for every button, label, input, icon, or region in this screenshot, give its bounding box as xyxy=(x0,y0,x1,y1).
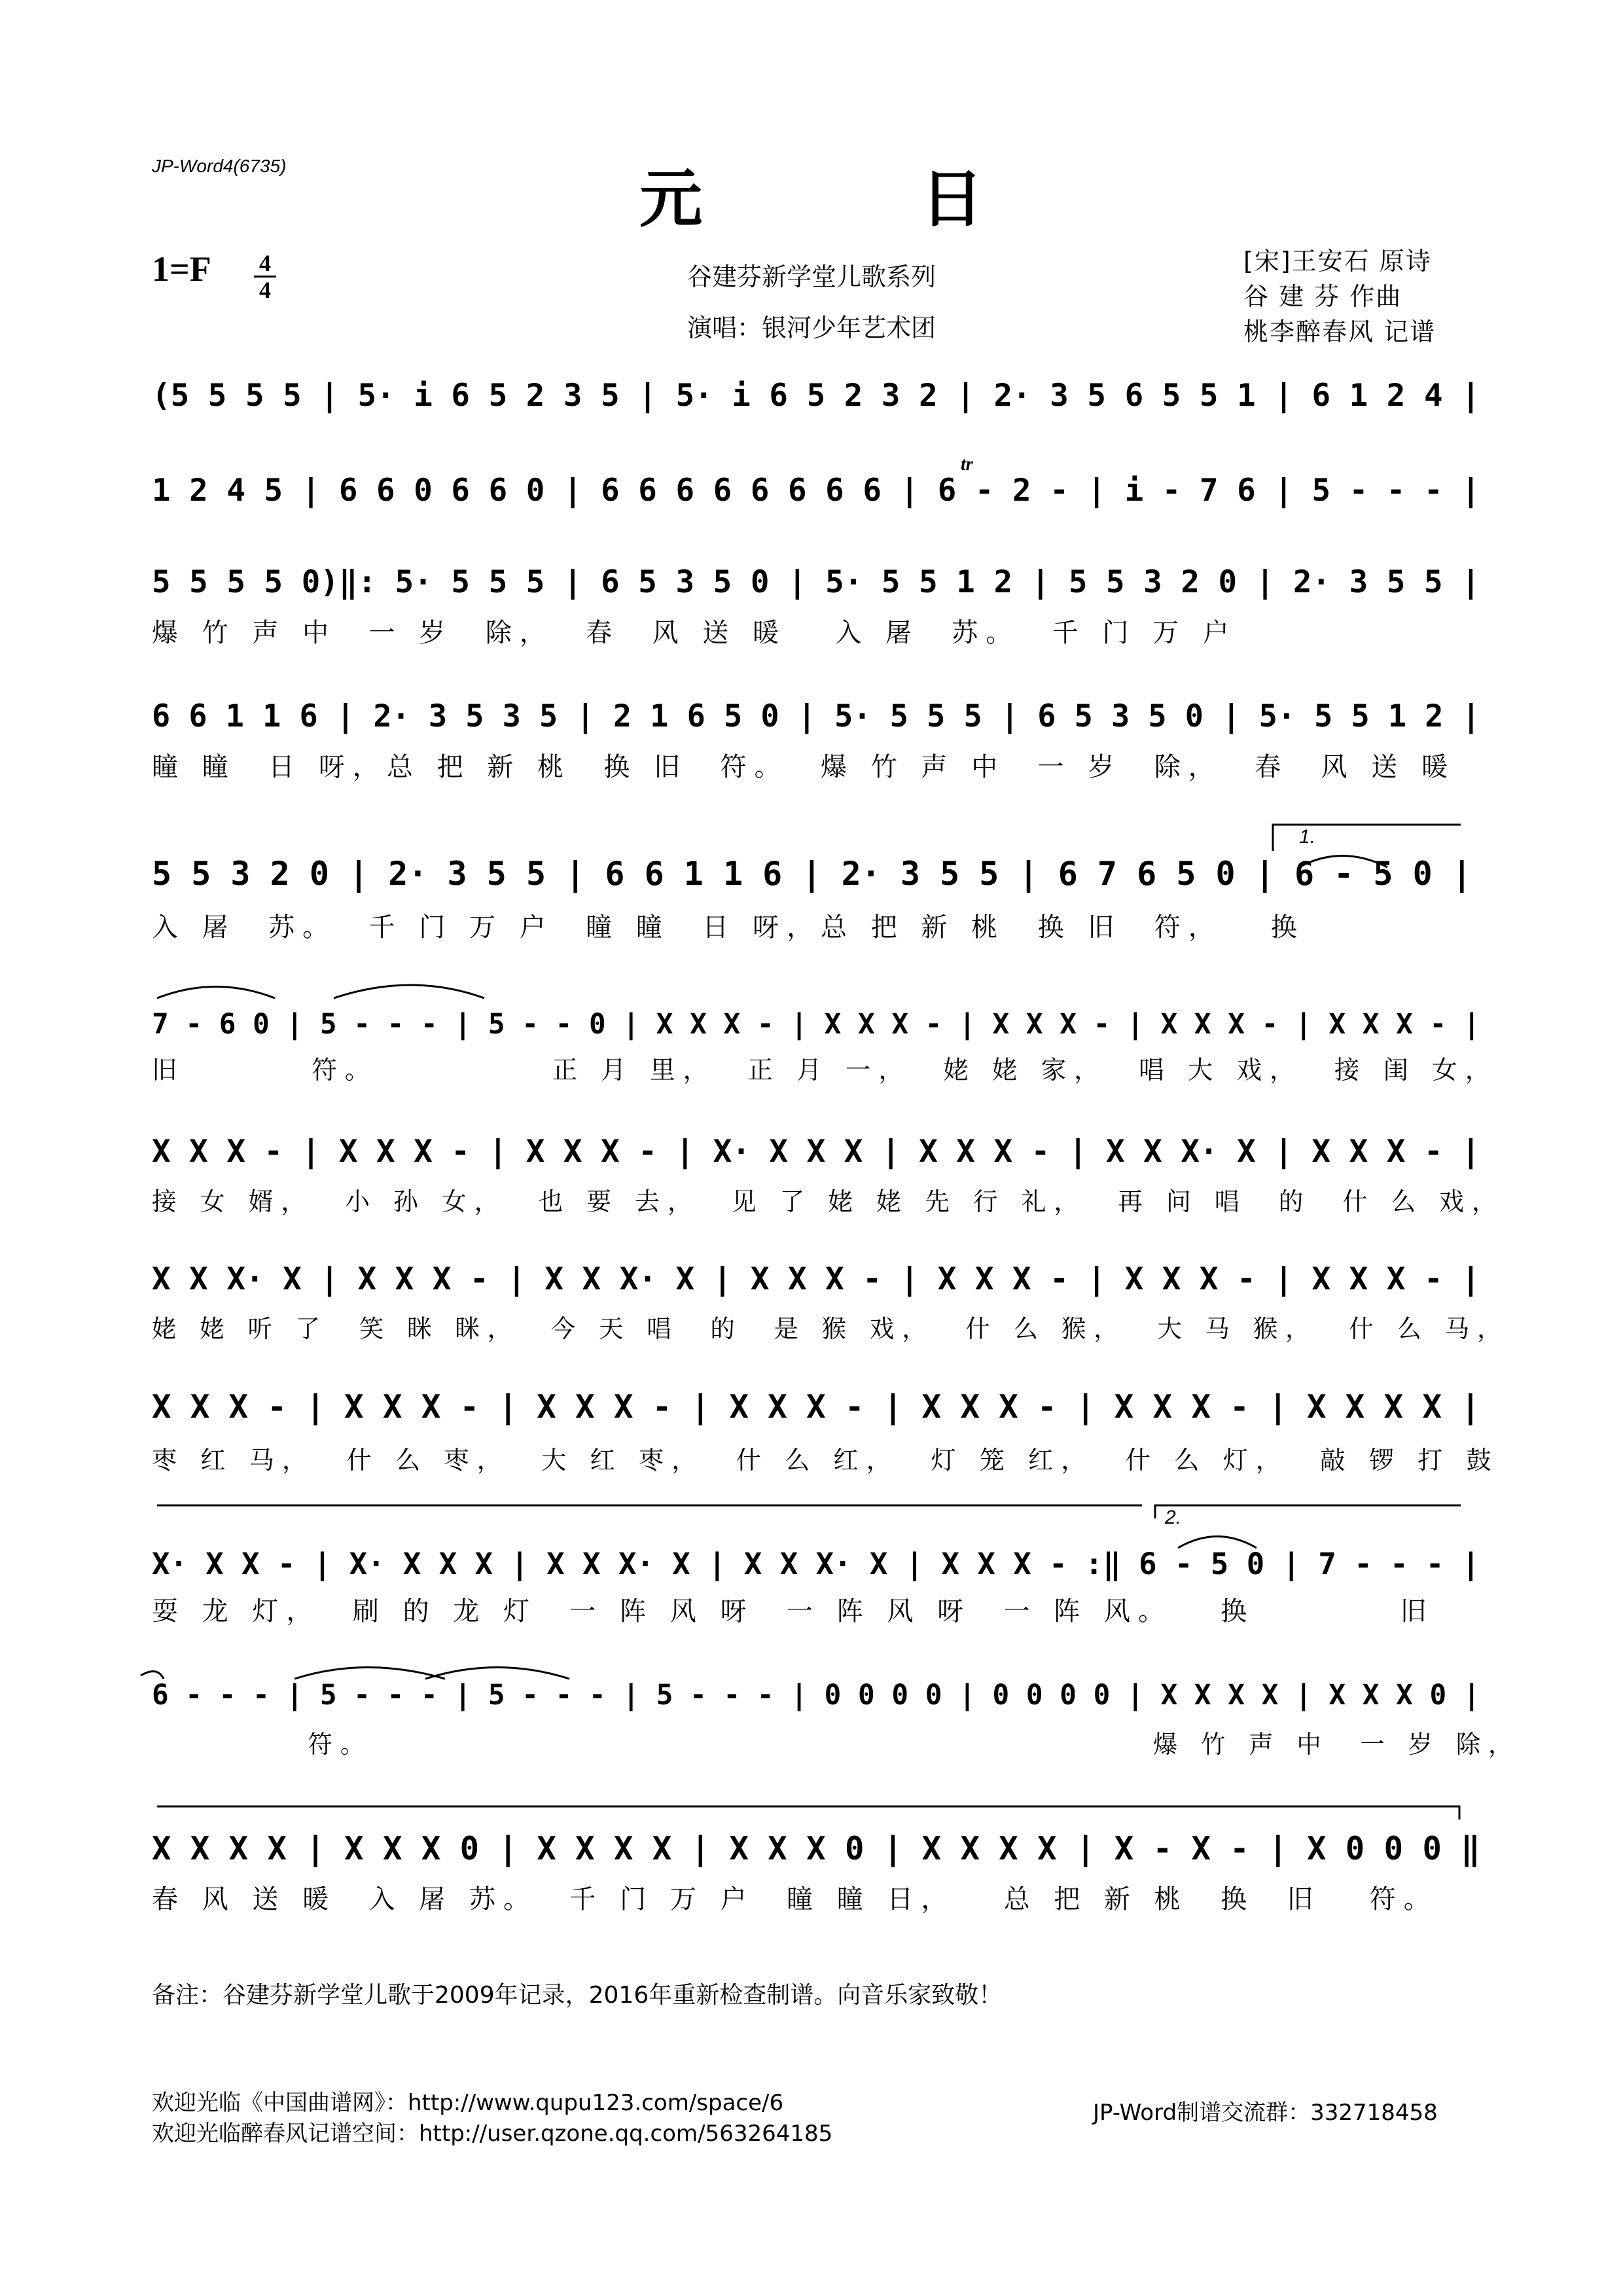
lyrics-line: 瞳 瞳 日 呀，总 把 新 桃 换 旧 符。 爆 竹 声 中 一 岁 除， 春 风 送 暖 xyxy=(152,752,1456,782)
series-label: 谷建芬新学堂儿歌系列 xyxy=(687,262,936,291)
footer-link-2[interactable]: 欢迎光临醉春风记谱空间：http://user.qzone.qq.com/563264185 xyxy=(152,2121,833,2147)
volta-first-label: 1. xyxy=(1299,826,1316,848)
notes: 7 - 6 0 | 5 - - - | 5 - - 0 | X X X - | X X X - | X X X - | X X X - | X X X - | xyxy=(152,1008,1480,1041)
lyrics-line: 入 屠 苏。 千 门 万 户 瞳 瞳 日 呀，总 把 新 桃 换 旧 符， 换 xyxy=(152,912,1305,942)
slur xyxy=(141,1672,164,1679)
footer-group: JP-Word制谱交流群：332718458 xyxy=(1093,2100,1438,2126)
volta-second-label: 2. xyxy=(1165,1507,1182,1528)
transcriber-credit: 桃李醉春风 记谱 xyxy=(1243,317,1436,346)
notes: X X X - | X X X - | X X X - | X· X X X | X X X - | X X X· X | X X X - | xyxy=(152,1134,1480,1170)
notes: 6 6 1 1 6 | 2· 3 5 3 5 | 2 1 6 5 0 | 5· 5 5 5 | 6 5 3 5 0 | 5· 5 5 1 2 | xyxy=(152,699,1480,734)
lyrics-line: 枣 红 马， 什 么 枣， 大 红 枣， 什 么 红， 灯 笼 红， 什 么 灯， 敲 锣 打 鼓 xyxy=(152,1446,1499,1475)
volta-bracket-2 xyxy=(1155,1505,1461,1518)
page-title: 元 日 xyxy=(639,162,1082,236)
performer-label: 演唱：银河少年艺术团 xyxy=(687,314,936,342)
slur xyxy=(1178,1537,1257,1549)
notes: 1 2 4 5 | 6 6 0 6 6 0 | 6 6 6 6 6 6 6 6 | 6 - 2 - | i - 7 6 | 5 - - - | xyxy=(152,473,1480,509)
slur xyxy=(334,985,484,998)
watermark: JP-Word4(6735) xyxy=(152,156,287,176)
lyrics-line: 姥 姥 听 了 笑 眯 眯， 今 天 唱 的 是 猴 戏， 什 么 猴， 大 马 猴， 什 么 马， xyxy=(152,1314,1510,1343)
poet-credit: [宋]王安石 原诗 xyxy=(1243,247,1432,276)
slur xyxy=(1299,856,1387,868)
notes: X· X X - | X· X X X | X X X· X | X X X· X | X X X - :‖ 6 - 5 0 | 7 - - - | xyxy=(152,1547,1480,1581)
composer-credit: 谷 建 芬 作曲 xyxy=(1243,282,1402,311)
lyrics-line: 爆 竹 声 中 一 岁 除， 春 风 送 暖 入 屠 苏。 千 门 万 户 xyxy=(152,618,1237,648)
final-box-top xyxy=(157,1806,1459,1820)
notes: X X X X | X X X 0 | X X X X | X X X 0 | X X X X | X - X - | X 0 0 0 ‖ xyxy=(152,1830,1480,1867)
notes: (5 5 5 5 | 5· i 6 5 2 3 5 | 5· i 6 5 2 3 2 | 2· 3 5 6 5 5 1 | 6 1 2 4 | xyxy=(152,378,1480,414)
notes: 6 - - - | 5 - - - | 5 - - - | 5 - - - | 0 0 0 0 | 0 0 0 0 | X X X X | X X X 0 | xyxy=(152,1679,1480,1712)
slur xyxy=(294,1668,445,1679)
time-bottom: 4 xyxy=(259,277,271,303)
notes: 5 5 3 2 0 | 2· 3 5 5 | 6 6 1 1 6 | 2· 3 5 5 | 6 7 6 5 0 | 6 - 5 0 | xyxy=(152,855,1472,893)
lyrics-line: 旧 符。 正 月 里， 正 月 一， 姥 姥 家， 唱 大 戏， 接 闺 女， xyxy=(152,1056,1499,1085)
notes: X X X· X | X X X - | X X X· X | X X X - | X X X - | X X X - | X X X - | xyxy=(152,1261,1480,1297)
key-signature: 1=F xyxy=(152,249,211,289)
footer-link-1[interactable]: 欢迎光临《中国曲谱网》：http://www.qupu123.com/space/6 xyxy=(152,2090,784,2116)
lyrics-line: 符。 爆 竹 声 中 一 岁 除， xyxy=(152,1730,1521,1759)
notes: 5 5 5 5 0)‖: 5· 5 5 5 | 6 5 3 5 0 | 5· 5 5 1 2 | 5 5 3 2 0 | 2· 3 5 5 | xyxy=(152,564,1480,600)
lyrics-line: 春 风 送 暖 入 屠 苏。 千 门 万 户 瞳 瞳 日， 总 把 新 桃 换 旧 符。 xyxy=(152,1884,1438,1914)
time-top: 4 xyxy=(254,251,276,278)
notes: X X X - | X X X - | X X X - | X X X - | X X X - | X X X - | X X X X | xyxy=(152,1388,1480,1426)
lyrics-line: 接 女 婿， 小 孙 女， 也 要 去， 见 了 姥 姥 先 行 礼， 再 问 唱 的 什 么 戏， xyxy=(152,1187,1505,1216)
remark: 备注：谷建芬新学堂儿歌于2009年记录，2016年重新检查制谱。向音乐家致敬！ xyxy=(152,1982,1003,2009)
lyrics-line: 耍 龙 灯， 刷 的 龙 灯 一 阵 风 呀 一 阵 风 呀 一 阵 风。 换 旧 xyxy=(152,1596,1435,1626)
slur xyxy=(157,987,275,999)
slur xyxy=(425,1668,569,1679)
trill-mark: tr xyxy=(961,454,973,475)
